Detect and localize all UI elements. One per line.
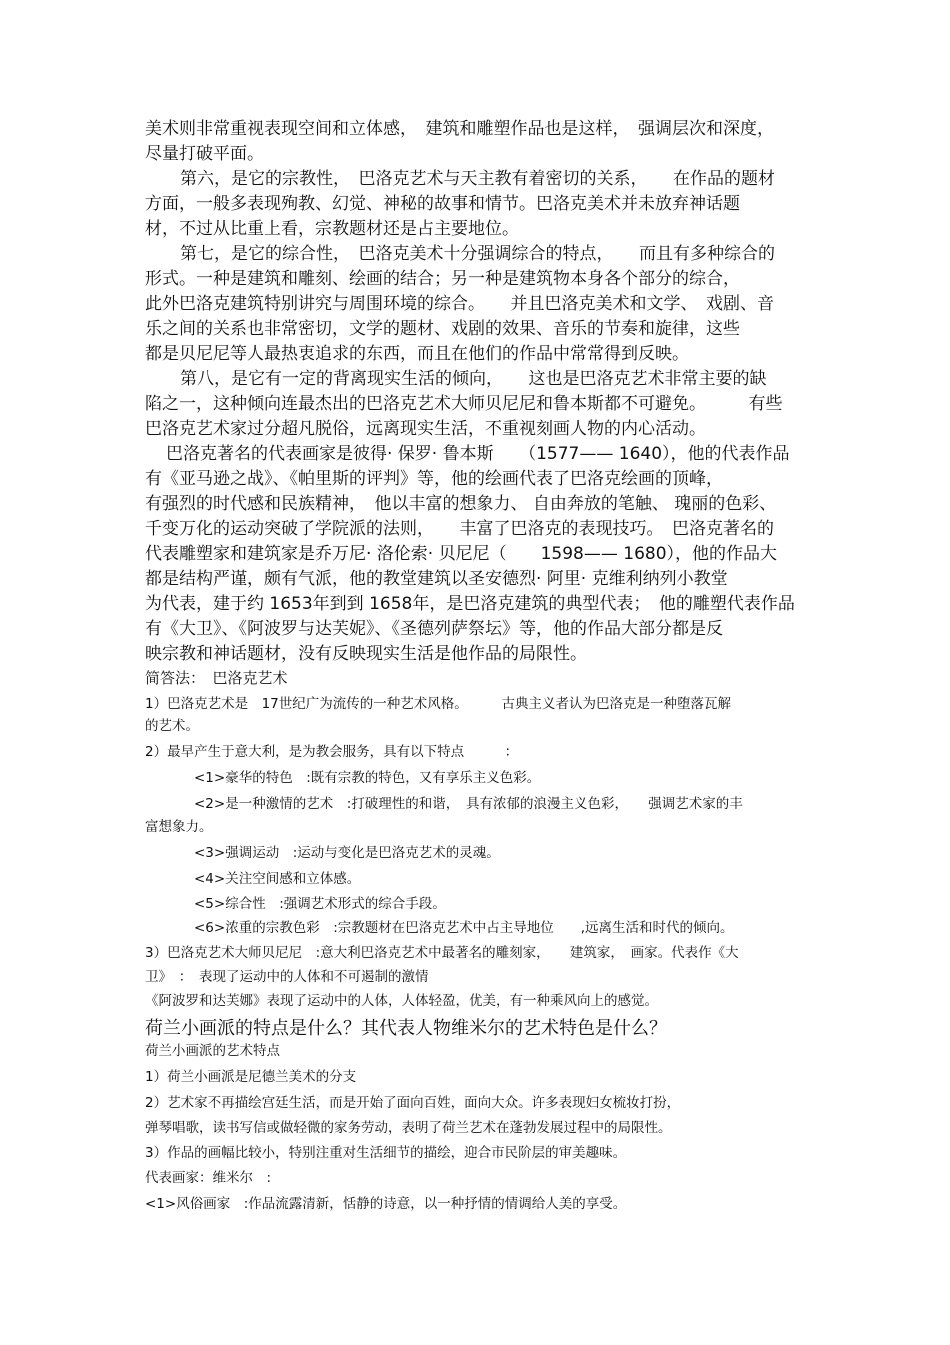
section-heading-short-answer: 简答法： 巴洛克艺术: [145, 669, 288, 687]
text-line: 此外巴洛克建筑特别讲究与周围环境的综合。 并且巴洛克美术和文学、 戏剧、音: [145, 294, 774, 314]
text-line: 乐之间的关系也非常密切，文学的题材、戏剧的效果、音乐的节奏和旋律，这些: [145, 319, 740, 339]
text-line: 巴洛克艺术家过分超凡脱俗，远离现实生活，不重视刻画人物的内心活动。: [145, 419, 706, 439]
text-line: 《阿波罗和达芙娜》表现了运动中的人体，人体轻盈，优美，有一种乘风向上的感觉。: [145, 993, 658, 1009]
section-heading: 荷兰小画派的艺术特点: [145, 1043, 280, 1059]
sub-list-item: <5>综合性 :强调艺术形式的综合手段。: [194, 896, 446, 912]
text-line: 尽量打破平面。: [145, 144, 264, 164]
list-item: 2）艺术家不再描绘宫廷生活，而是开始了面向百姓，面向大众。许多表现妇女梳妆打扮，: [145, 1095, 681, 1111]
paragraph-masters-start: 巴洛克著名的代表画家是彼得· 保罗· 鲁本斯 （1577—— 1640），他的代表作品: [166, 444, 790, 464]
text-line: 有《大卫》、《阿波罗与达芙妮》、《圣德列萨祭坛》等，他的作品大部分都是反: [145, 619, 723, 639]
list-item: 2）最早产生于意大利，是为教会服务，具有以下特点 ：: [145, 744, 519, 760]
sub-list-item: <2>是一种激情的艺术 :打破理性的和谐， 具有浓郁的浪漫主义色彩， 强调艺术家的丰: [194, 796, 743, 812]
text-line: 美术则非常重视表现空间和立体感， 建筑和雕塑作品也是这样， 强调层次和深度，: [145, 119, 774, 139]
sub-list-item: <4>关注空间感和立体感。: [194, 871, 361, 887]
list-item: 3）作品的画幅比较小，特别注重对生活细节的描绘，迎合市民阶层的审美趣味。: [145, 1145, 627, 1161]
list-item: 1）巴洛克艺术是 17世纪广为流传的一种艺术风格。 古典主义者认为巴洛克是一种堕落瓦解: [145, 696, 732, 712]
text-line: 陷之一，这种倾向连最杰出的巴洛克艺术大师贝尼尼和鲁本斯都不可避免。 有些: [145, 394, 783, 414]
text-line: 都是贝尼尼等人最热衷追求的东西，而且在他们的作品中常常得到反映。: [145, 344, 689, 364]
text-line: 映宗教和神话题材，没有反映现实生活是他作品的局限性。: [145, 644, 587, 664]
text-line: 都是结构严谨，颇有气派，他的教堂建筑以圣安德烈· 阿里· 克维利纳列小教堂: [145, 569, 728, 589]
paragraph-seven-start: 第七，是它的综合性， 巴洛克美术十分强调综合的特点， 而且有多种综合的: [180, 244, 775, 264]
paragraph-eight-start: 第八，是它有一定的背离现实生活的倾向， 这也是巴洛克艺术非常主要的缺: [180, 369, 767, 389]
question-heading: 荷兰小画派的特点是什么？其代表人物维米尔的艺术特色是什么？: [145, 1018, 667, 1039]
text-line: 代表画家：维米尔 :: [145, 1170, 272, 1186]
text-line: 的艺术。: [145, 718, 199, 734]
list-item: 3）巴洛克艺术大师贝尼尼 :意大利巴洛克艺术中最著名的雕刻家， 建筑家， 画家。代表作《大: [145, 945, 739, 961]
list-item: <1>风俗画家 :作品流露清新，恬静的诗意，以一种抒情的情调给人美的享受。: [145, 1196, 627, 1212]
text-line: 代表雕塑家和建筑家是乔万尼· 洛伦索· 贝尼尼（ 1598—— 1680），他的作品大: [145, 544, 778, 564]
text-line: 有强烈的时代感和民族精神， 他以丰富的想象力、 自由奔放的笔触、 瑰丽的色彩、: [145, 494, 777, 514]
text-line: 方面，一般多表现殉教、幻觉、神秘的故事和情节。巴洛克美术并未放弃神话题: [145, 194, 740, 214]
text-line: 为代表，建于约 1653年到到 1658年，是巴洛克建筑的典型代表； 他的雕塑代表作品: [145, 594, 795, 614]
text-line: 形式。一种是建筑和雕刻、绘画的结合；另一种是建筑物本身各个部分的综合，: [145, 269, 740, 289]
sub-list-item: <6>浓重的宗教色彩 :宗教题材在巴洛克艺术中占主导地位 ,远离生活和时代的倾向。: [194, 920, 734, 936]
text-line: 材，不过从比重上看，宗教题材还是占主要地位。: [145, 219, 519, 239]
list-item: 1）荷兰小画派是尼德兰美术的分支: [145, 1069, 357, 1085]
text-line: 有《亚马逊之战》、《帕里斯的评判》等，他的绘画代表了巴洛克绘画的顶峰，: [145, 469, 723, 489]
text-line: 富想象力。: [145, 819, 213, 835]
sub-list-item: <3>强调运动 :运动与变化是巴洛克艺术的灵魂。: [194, 845, 500, 861]
sub-list-item: <1>豪华的特色 :既有宗教的特色，又有享乐主义色彩。: [194, 770, 541, 786]
text-line: 千变万化的运动突破了学院派的法则， 丰富了巴洛克的表现技巧。 巴洛克著名的: [145, 519, 774, 539]
text-line: 弹琴唱歌，读书写信或做轻微的家务劳动，表明了荷兰艺术在蓬勃发展过程中的局限性。: [145, 1120, 672, 1136]
text-line: 卫》 ： 表现了运动中的人体和不可遏制的激情: [145, 969, 429, 985]
paragraph-six-start: 第六，是它的宗教性， 巴洛克艺术与天主教有着密切的关系， 在作品的题材: [180, 169, 775, 189]
